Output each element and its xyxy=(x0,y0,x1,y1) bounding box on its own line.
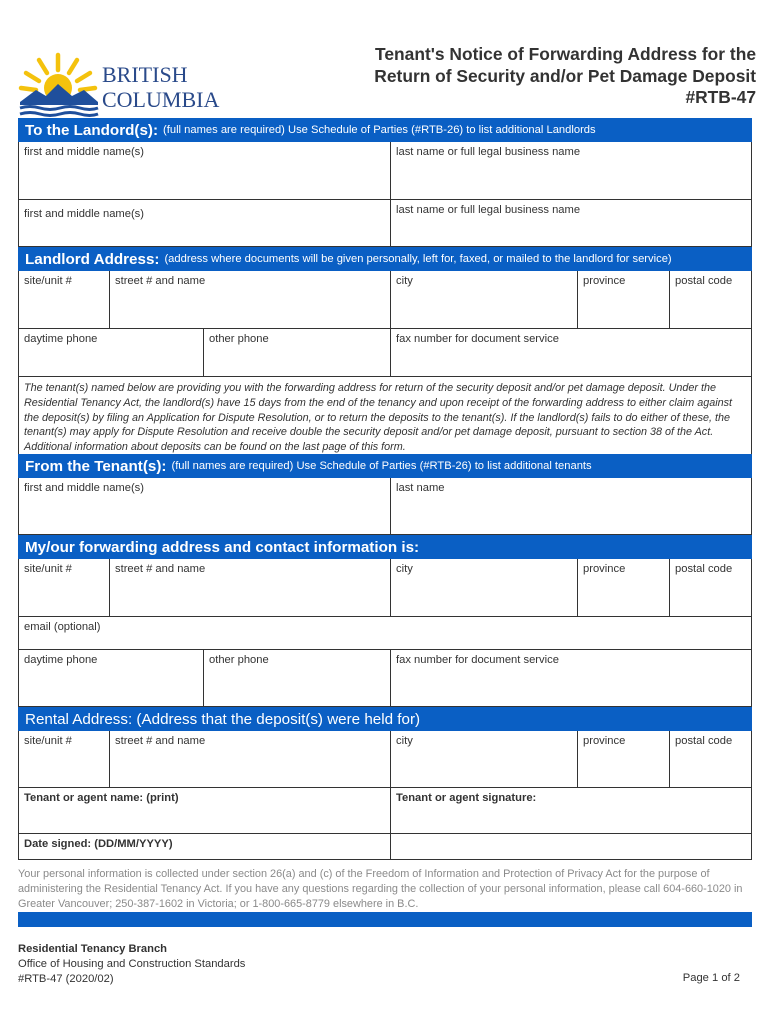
rental-address-heading: Rental Address: (Address that the deposit(s) were held for) xyxy=(25,710,421,728)
title-line-1: Tenant's Notice of Forwarding Address for the xyxy=(375,44,756,64)
landlord-province-field[interactable]: province xyxy=(578,271,670,328)
page-number: Page 1 of 2 xyxy=(682,972,740,984)
forwarding-street-field[interactable]: street # and name xyxy=(110,559,391,616)
landlord-phone-row xyxy=(18,329,752,377)
footer-office: Office of Housing and Construction Standards xyxy=(18,958,246,970)
forwarding-postal-code-field[interactable]: postal code xyxy=(675,563,733,575)
forwarding-site-unit-field[interactable]: site/unit # xyxy=(19,559,110,616)
landlord-address-section-header xyxy=(18,247,752,271)
date-signed-field[interactable]: Date signed: (DD/MM/YYYY) xyxy=(19,834,391,859)
tenants-section-header xyxy=(18,454,752,478)
privacy-notice: Your personal information is collected under section 26(a) and (c) of the Freedom of Information and Protection of Privacy Act for the purpose of administering the Residential Tenancy Act. If you have any questions regarding the collection of your personal information, please call 604-660-1020 in Greater Vancouver; 250-387-1602 in Victoria; or 1-800-665-8779 elsewhere in B.C. xyxy=(18,868,743,910)
rental-address-row xyxy=(18,731,752,788)
forwarding-email-row xyxy=(18,617,752,650)
bc-government-logo xyxy=(18,52,228,118)
forwarding-address-row xyxy=(18,559,752,617)
landlords-note: (full names are required) Use Schedule of Parties (#RTB-26) to list additional Landlords xyxy=(163,124,596,136)
tenant-last-name-field[interactable]: last name xyxy=(396,482,445,494)
landlord-address-note: (address where documents will be given personally, left for, faxed, or mailed to the landlord for service) xyxy=(164,253,672,265)
landlords-section-header xyxy=(18,118,752,142)
landlord-postal-code-field[interactable]: postal code xyxy=(675,275,733,287)
date-row-blank xyxy=(391,834,751,859)
logo-text-columbia: COLUMBIA xyxy=(102,87,220,112)
forwarding-email-field[interactable]: email (optional) xyxy=(24,621,101,633)
forwarding-daytime-phone-field[interactable]: daytime phone xyxy=(19,650,204,706)
tenant-name-print-field[interactable]: Tenant or agent name: (print) xyxy=(19,788,391,833)
tenant-signature-field[interactable]: Tenant or agent signature: xyxy=(396,792,537,804)
forwarding-phone-row xyxy=(18,650,752,707)
landlord-site-unit-field[interactable]: site/unit # xyxy=(19,271,110,328)
landlord-2-first-name-field[interactable]: first and middle name(s) xyxy=(19,200,391,246)
rental-postal-code-field[interactable]: postal code xyxy=(675,735,733,747)
footer-accent-bar xyxy=(18,912,752,927)
forwarding-city-field[interactable]: city xyxy=(391,559,578,616)
tenants-note: (full names are required) Use Schedule of Parties (#RTB-26) to list additional tenants xyxy=(171,460,592,472)
landlord-other-phone-field[interactable]: other phone xyxy=(204,329,391,376)
landlord-1-last-name-field[interactable]: last name or full legal business name xyxy=(396,146,581,158)
landlord-2-last-name-field[interactable]: last name or full legal business name xyxy=(396,204,581,216)
landlord-address-row xyxy=(18,271,752,329)
signature-row xyxy=(18,788,752,834)
date-row xyxy=(18,834,752,860)
footer-branch: Residential Tenancy Branch xyxy=(18,943,168,955)
logo-text-british: BRITISH xyxy=(102,62,188,87)
tenant-first-name-field[interactable]: first and middle name(s) xyxy=(19,478,391,534)
forwarding-heading: My/our forwarding address and contact information is: xyxy=(25,538,420,556)
forwarding-other-phone-field[interactable]: other phone xyxy=(204,650,391,706)
form-title xyxy=(336,44,756,109)
landlord-street-field[interactable]: street # and name xyxy=(110,271,391,328)
landlord-1-first-name-field[interactable]: first and middle name(s) xyxy=(19,142,391,199)
landlord-daytime-phone-field[interactable]: daytime phone xyxy=(19,329,204,376)
landlord-1-row xyxy=(18,142,752,200)
landlord-city-field[interactable]: city xyxy=(391,271,578,328)
rental-province-field[interactable]: province xyxy=(578,731,670,787)
landlord-address-heading: Landlord Address: xyxy=(25,250,160,268)
rental-city-field[interactable]: city xyxy=(391,731,578,787)
forwarding-section-header xyxy=(18,535,752,559)
landlord-2-row xyxy=(18,200,752,247)
landlords-heading: To the Landord(s): xyxy=(25,121,159,139)
tenant-name-row xyxy=(18,478,752,535)
forwarding-province-field[interactable]: province xyxy=(578,559,670,616)
footer xyxy=(18,942,245,987)
tenants-heading: From the Tenant(s): xyxy=(25,457,167,475)
rental-street-field[interactable]: street # and name xyxy=(110,731,391,787)
rental-address-section-header xyxy=(18,707,752,731)
landlord-fax-field[interactable]: fax number for document service xyxy=(396,333,559,345)
footer-form-id: #RTB-47 (2020/02) xyxy=(18,973,114,985)
title-line-2: Return of Security and/or Pet Damage Deposit xyxy=(374,65,756,86)
title-form-number: #RTB-47 xyxy=(685,87,756,107)
deposit-notice-text: The tenant(s) named below are providing you with the forwarding address for return of the security deposit and/or pet damage deposit. Under the Residential Tenancy Act, the landlord(s) have 15 days from the end of the tenancy and upon receipt of the forwarding address to either claim against the deposit(s) by filing an Application for Dispute Resolution, or to return the deposits to the tenant(s). If the landlord(s) fails to do either of these, the tenant(s) may apply for Dispute Resolution and receive double the security deposit and/or pet damage deposit, pursuant to section 38 of the Act. Additional information about deposits can be found on the last page of this form. xyxy=(18,377,752,454)
forwarding-fax-field[interactable]: fax number for document service xyxy=(396,654,559,666)
rental-site-unit-field[interactable]: site/unit # xyxy=(19,731,110,787)
form-body xyxy=(18,118,752,860)
